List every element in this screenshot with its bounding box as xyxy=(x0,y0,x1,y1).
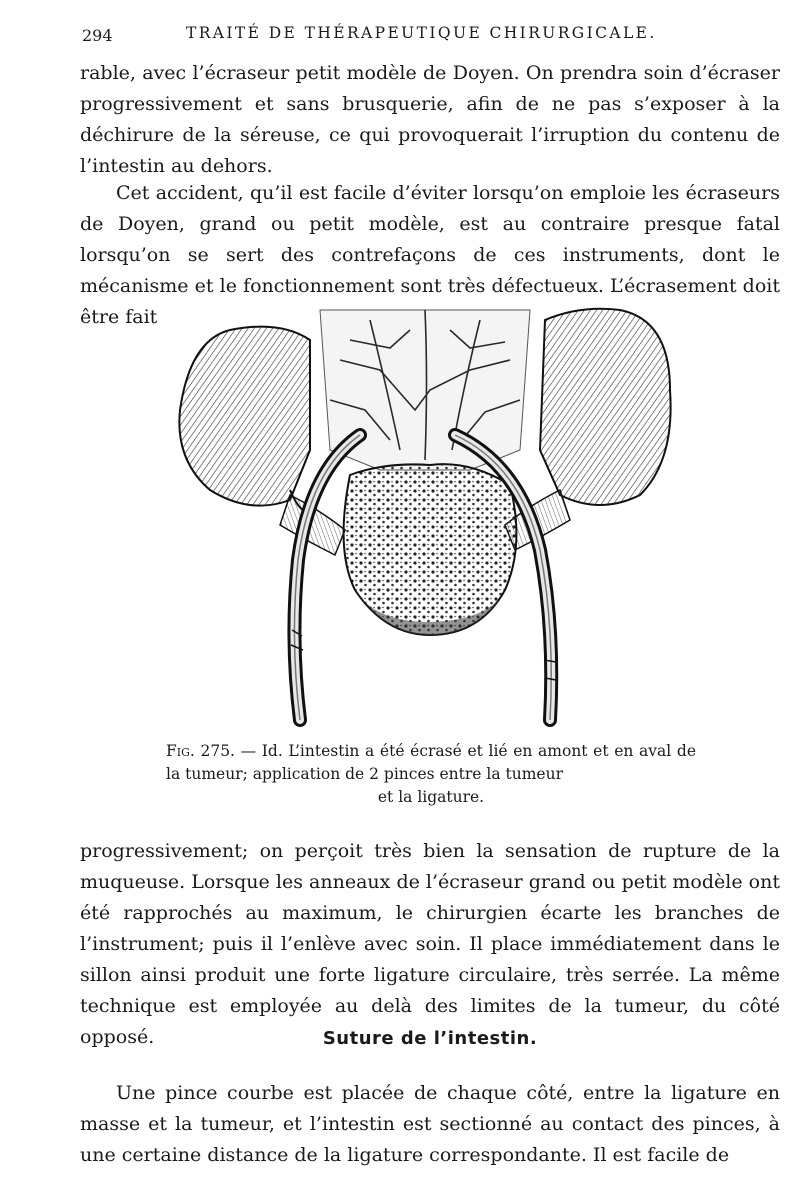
intestine-forceps-engraving xyxy=(170,300,680,732)
page-header xyxy=(82,22,782,48)
running-title: TRAITÉ DE THÉRAPEUTIQUE CHIRURGICALE. xyxy=(186,24,657,42)
figure-caption xyxy=(166,740,696,809)
paragraph-1: rable, avec l’écraseur petit modèle de Doyen. On prendra soin d’écraser progressivement et sans brusquerie, afin de ne pas s’exposer à la déchirure de la séreuse, ce qui provoquerait l’irruption du contenu de l’intestin au dehors. xyxy=(80,62,780,177)
surgical-illustration xyxy=(170,300,680,732)
page-number: 294 xyxy=(82,26,113,45)
section-heading: Suture de l’intestin. xyxy=(322,1028,538,1049)
paragraph-3: progressivement; on perçoit très bien la sensation de rupture de la muqueuse. Lorsque les anneaux de l’écraseur grand ou petit modèle ont été rapprochés au maximum, le chirurgien écarte les branches de l’instrument; puis il l’enlève avec soin. Il place immédiatement dans le sillon ainsi produit une forte ligature circulaire, très serrée. La même technique est employée au delà des limites de la tumeur, du côté opposé. xyxy=(80,840,780,1048)
figure-caption-last-line: et la ligature. xyxy=(377,788,485,806)
figure-caption-text: — Id. L’intestin a été écrasé et lié en amont et en aval de la tumeur; application de 2 pinces entre la tumeur xyxy=(166,742,696,783)
paragraph-4: Une pince courbe est placée de chaque côté, entre la ligature en masse et la tumeur, et l’intestin est sectionné au contact des pinces, à une certaine distance de la ligature correspondante. Il est facile de xyxy=(80,1082,780,1166)
paragraph-2: Cet accident, qu’il est facile d’éviter lorsqu’on emploie les écraseurs de Doyen, grand ou petit modèle, est au contraire presque fatal lorsqu’on se sert des contrefaçons de ces instruments, dont le mécanisme et le fonctionnement sont très défectueux. L’écrasement doit être fait xyxy=(80,182,780,328)
figure-label: Fig. 275. xyxy=(166,742,235,760)
